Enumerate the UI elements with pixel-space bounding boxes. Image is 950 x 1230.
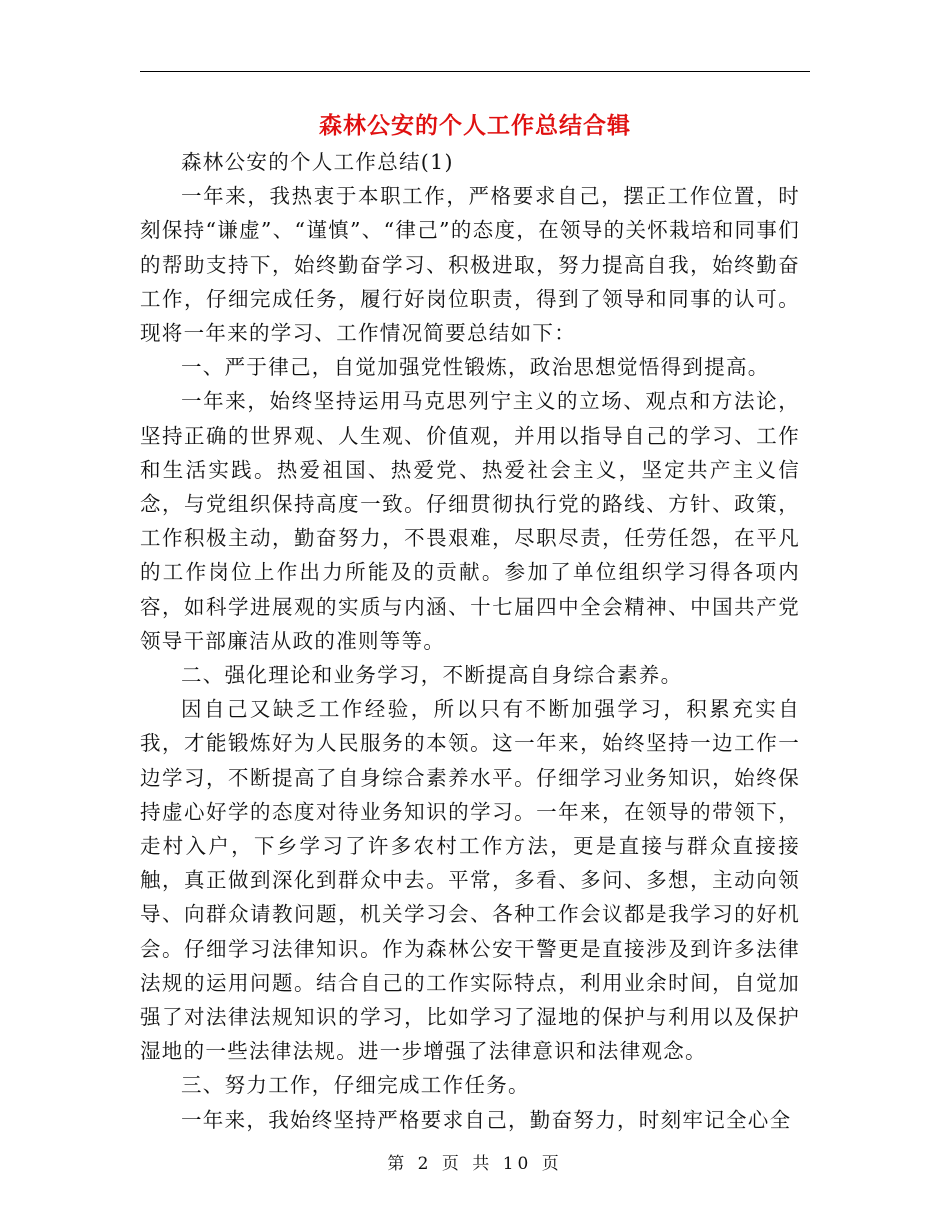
page-number: 第 2 页 共 10 页: [387, 1154, 563, 1174]
body-paragraph: 一年来，我始终坚持严格要求自己，勤奋努力，时刻牢记全心全: [181, 1107, 792, 1132]
document-body: [140, 145, 800, 1137]
document-title: 森林公安的个人工作总结合辑: [319, 113, 631, 139]
body-paragraph: 一年来，始终坚持运用马克思列宁主义的立场、观点和方法论，坚持正确的世界观、人生观、价值观，并用以指导自己的学习、工作和生活实践。热爱祖国、热爱党、热爱社会主义，坚定共产主义信念，与党组织保持高度一致。仔细贯彻执行党的路线、方针、政策，工作积极主动，勤奋努力，不畏艰难，尽职尽责，任劳任怨，在平凡的工作岗位上作出力所能及的贡献。参加了单位组织学习得各项内容，如科学进展观的实质与内涵、十七届四中全会精神、中国共产党领导干部廉洁从政的准则等等。: [140, 389, 800, 653]
body-paragraph: 一年来，我热衷于本职工作，严格要求自己，摆正工作位置，时刻保持“谦虚”、“谨慎”、“律己”的态度，在领导的关怀栽培和同事们的帮助支持下，始终勤奋学习、积极进取，努力提高自我，始终勤奋工作，仔细完成任务，履行好岗位职责，得到了领导和同事的认可。现将一年来的学习、工作情况简要总结如下：: [140, 184, 800, 346]
section-heading: 二、强化理论和业务学习，不断提高自身综合素养。: [181, 663, 683, 688]
body-paragraph: 因自己又缺乏工作经验，所以只有不断加强学习，积累充实自我，才能锻炼好为人民服务的本领。这一年来，始终坚持一边工作一边学习，不断提高了自身综合素养水平。仔细学习业务知识，始终保持虚心好学的态度对待业务知识的学习。一年来，在领导的带领下，走村入户，下乡学习了许多农村工作方法，更是直接与群众直接接触，真正做到深化到群众中去。平常，多看、多问、多想，主动向领导、向群众请教问题，机关学习会、各种工作会议都是我学习的好机会。仔细学习法律知识。作为森林公安干警更是直接涉及到许多法律法规的运用问题。结合自己的工作实际特点，利用业余时间，自觉加强了对法律法规知识的学习，比如学习了湿地的保护与利用以及保护湿地的一些法律法规。进一步增强了法律意识和法律观念。: [140, 697, 800, 1064]
section-heading: 三、努力工作，仔细完成工作任务。: [181, 1073, 530, 1098]
section-heading: 一、严于律己，自觉加强党性锻炼，政治思想觉悟得到提高。: [181, 355, 770, 380]
section-heading: 森林公安的个人工作总结(1): [181, 150, 454, 174]
header-rule: [140, 71, 810, 72]
